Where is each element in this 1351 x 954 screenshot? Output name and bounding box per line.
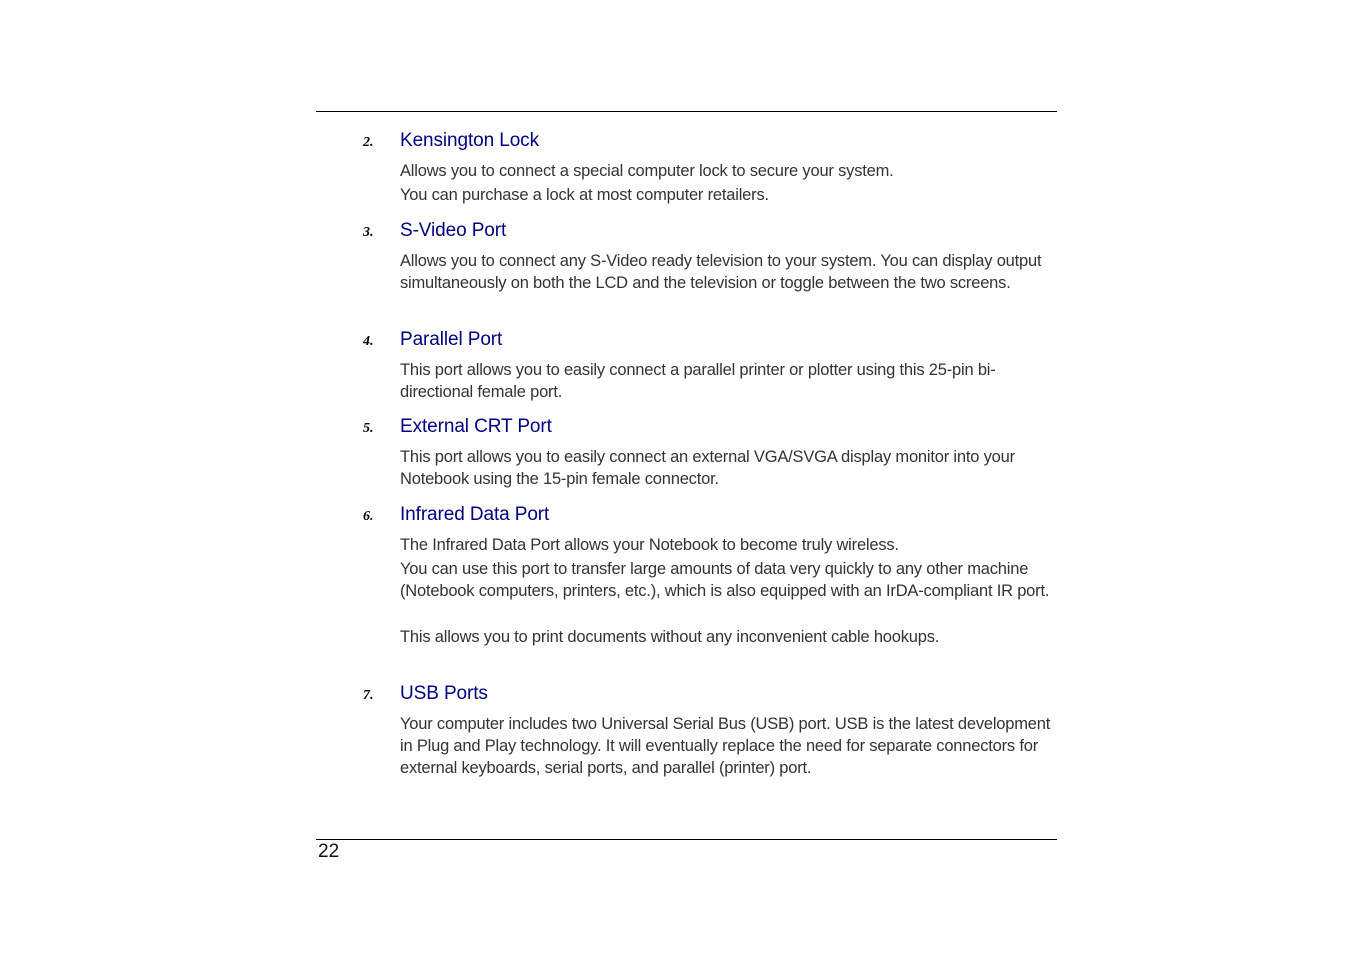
paragraph: Allows you to connect any S-Video ready television to your system. You can display output simultaneously on both the LCD and the television or toggle between the two screens.: [400, 252, 1042, 292]
page-number: 22: [318, 841, 340, 862]
section-text: [400, 534, 1057, 648]
paragraph: This port allows you to easily connect an external VGA/SVGA display monitor into your Notebook using the 15-pin female connector.: [400, 448, 1015, 488]
section-number: 6.: [363, 509, 374, 524]
section-text: [400, 160, 1057, 206]
section-heading: [363, 683, 1057, 709]
section-number: 2.: [363, 135, 374, 150]
section-title: Infrared Data Port: [400, 504, 550, 525]
section-title: S-Video Port: [400, 220, 507, 241]
paragraph: You can use this port to transfer large amounts of data very quickly to any other machine (Notebook computers, printers, etc.), which is also equipped with an IrDA-compliant IR port.: [400, 560, 1050, 600]
section-s-video-port: [363, 220, 1057, 329]
section-heading: [363, 504, 1057, 530]
section-text: [400, 713, 1057, 779]
section-title: Kensington Lock: [400, 130, 539, 151]
paragraph: This allows you to print documents without any inconvenient cable hookups.: [400, 628, 940, 646]
section-number: 5.: [363, 421, 374, 436]
section-heading: [363, 329, 1057, 355]
section-parallel-port: [363, 329, 1057, 416]
section-title: External CRT Port: [400, 416, 552, 437]
section-number: 7.: [363, 688, 374, 703]
section-title: Parallel Port: [400, 329, 503, 350]
section-text: [400, 359, 1057, 403]
section-heading: [363, 416, 1057, 442]
paragraph: The Infrared Data Port allows your Notebook to become truly wireless.: [400, 536, 899, 554]
section-text: [400, 250, 1057, 294]
section-heading: [363, 220, 1057, 246]
paragraph: Your computer includes two Universal Serial Bus (USB) port. USB is the latest development in Plug and Play technology. It will eventually replace the need for separate connectors for external keyboards, serial ports, and parallel (printer) port.: [400, 715, 1051, 777]
section-external-crt-port: [363, 416, 1057, 504]
footer-rule: [316, 839, 1057, 840]
section-infrared-data-port: [363, 504, 1057, 683]
paragraph: Allows you to connect a special computer lock to secure your system.: [400, 162, 894, 180]
section-number: 4.: [363, 334, 374, 349]
section-text: [400, 446, 1057, 490]
section-number: 3.: [363, 225, 374, 240]
paragraph: This port allows you to easily connect a parallel printer or plotter using this 25-pin bi-directional female port.: [400, 361, 996, 401]
header-rule: [316, 111, 1057, 112]
section-title: USB Ports: [400, 683, 488, 704]
paragraph: You can purchase a lock at most computer retailers.: [400, 186, 769, 204]
section-kensington-lock: [363, 130, 1057, 220]
section-heading: [363, 130, 1057, 156]
section-usb-ports: [363, 683, 1057, 779]
document-body: [363, 130, 1057, 779]
